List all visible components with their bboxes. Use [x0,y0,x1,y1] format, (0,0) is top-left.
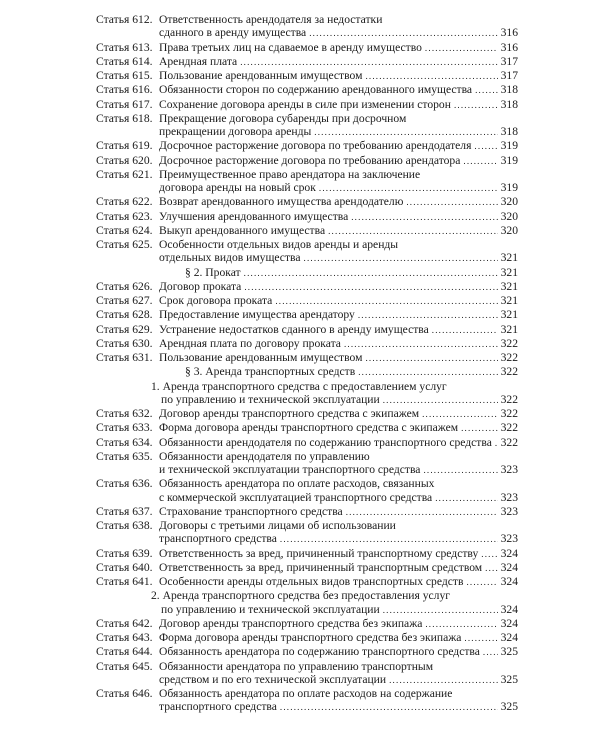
page-number: 323 [500,463,518,476]
dot-leader [464,632,498,645]
page-number: 321 [500,322,518,336]
article-label [96,687,153,700]
dot-leader [344,338,498,351]
toc-entry-article [96,294,518,308]
entry-title-line: Обязанности сторон по содержанию арендованного имущества [159,83,473,97]
page-number: 318 [500,83,518,97]
article-number: 636. [132,477,153,491]
entry-title-line: 2. Аренда транспортного средства без предоставления услуг [151,589,451,603]
entry-title-line: Устранение недостатков сданного в аренду имущества [159,322,429,336]
toc-entry-article [96,575,518,589]
dot-leader [475,84,498,97]
toc-entry-article [96,168,518,196]
toc-entry-section [96,266,518,280]
article-number: 629. [132,322,153,336]
page-number: 319 [500,153,518,167]
toc-entry-article [96,112,518,140]
page-number: 324 [500,546,518,560]
page-number: 317 [500,69,518,82]
toc-entry-article [96,69,518,83]
article-number: 626. [132,279,153,293]
article-label [96,631,153,644]
article-prefix: Статья [96,69,130,82]
article-prefix: Статья [96,421,130,435]
dot-leader [358,366,498,379]
article-label [96,294,153,307]
page-number: 320 [500,223,518,237]
dot-leader [304,252,499,265]
dot-leader [358,309,498,322]
article-number: 640. [132,560,153,574]
entry-title-line: Предоставление имущества арендатору [159,308,355,322]
article-prefix: Статья [96,40,130,54]
toc-entry-article [96,477,518,505]
article-prefix: Статья [96,407,130,420]
article-number: 643. [132,631,153,644]
article-number: 627. [132,294,153,307]
article-number: 634. [132,435,153,449]
article-number: 637. [132,504,153,518]
page-number: 322 [500,351,518,364]
entry-title-line: Обязанности арендодателя по управлению [159,449,370,463]
article-number: 638. [132,519,153,532]
article-label [96,660,153,673]
article-label [96,154,153,167]
dot-leader [240,56,498,69]
toc-entry-article [96,41,518,55]
article-label [96,98,153,111]
dot-leader [425,42,498,55]
entry-title-line: Выкуп арендованного имущества [159,223,326,237]
toc-entry-article [96,660,518,688]
entry-title-line: Форма договора аренды транспортного средства с экипажем [159,421,459,435]
article-prefix: Статья [96,97,130,111]
article-number: 614. [132,54,153,68]
article-number: 632. [132,407,153,420]
article-label [96,617,153,630]
article-prefix: Статья [96,83,130,97]
entry-title-line: Договор аренды транспортного средства с экипажем [159,407,420,420]
article-label [96,13,153,26]
page-number: 324 [500,560,518,574]
dot-leader [422,408,498,421]
page-number: 316 [500,26,518,40]
article-prefix: Статья [96,477,130,491]
dot-leader [280,533,498,546]
toc-entry-article [96,436,518,450]
entry-title-line: Обязанность арендатора по оплате расходов, связанных [159,477,435,491]
article-prefix: Статья [96,153,130,167]
dot-leader [432,324,498,337]
dot-leader [481,548,498,561]
toc-entry-article [96,224,518,238]
dot-leader [244,281,498,294]
page-number: 323 [500,504,518,518]
toc-entry-article [96,139,518,153]
page-number: 323 [500,490,518,504]
article-label [96,547,153,560]
entry-title-line: Особенности аренды отдельных видов транспортных средств [159,575,464,588]
dot-leader [461,422,498,435]
article-prefix: Статья [96,631,130,644]
page-number: 321 [500,279,518,293]
toc-entry-article [96,308,518,322]
dot-leader [495,437,498,450]
page-number: 321 [500,294,518,307]
toc-entry-article [96,617,518,631]
article-label [96,55,153,68]
article-number: 622. [132,195,153,209]
article-prefix: Статья [96,209,130,223]
page-number: 325 [500,645,518,659]
article-prefix: Статья [96,308,130,322]
dot-leader [483,646,498,659]
entry-title-line: Обязанности арендатора по управлению транспортным [159,659,434,673]
article-prefix: Статья [96,575,130,588]
article-label [96,645,153,658]
article-number: 619. [132,139,153,153]
dot-leader [383,604,498,617]
article-number: 645. [132,659,153,673]
article-label [96,224,153,237]
entry-title-line: Права третьих лиц на сдаваемое в аренду имущество [159,40,422,54]
article-label [96,450,153,463]
article-number: 618. [132,111,153,125]
article-prefix: Статья [96,111,130,125]
dot-leader [423,464,498,477]
toc-entry-article [96,645,518,659]
article-number: 624. [132,223,153,237]
page-number: 320 [500,209,518,223]
toc-entry-article [96,631,518,645]
article-number: 616. [132,83,153,97]
toc-entry-subsection [96,380,518,408]
entry-title-line: и технической эксплуатации транспортного средства [159,463,421,476]
entry-title-line: Пользование арендованным имуществом [159,69,363,82]
entry-title-line: прекращении договора аренды [159,125,312,138]
toc-entry-article [96,83,518,97]
article-number: 630. [132,336,153,350]
entry-title-line: отдельных видов имущества [159,251,301,265]
article-number: 625. [132,238,153,251]
dot-leader [389,674,498,687]
table-of-contents [96,13,518,715]
entry-title-line: Обязанность арендатора по оплате расходов на содержание [159,687,453,700]
dot-leader [454,99,498,112]
article-prefix: Статья [96,546,130,560]
entry-title-line: Возврат арендованного имущества арендодателю [159,195,404,209]
toc-entry-article [96,407,518,421]
article-label [96,210,153,223]
page-number: 316 [500,40,518,54]
entry-title-line: 1. Аренда транспортного средства с предоставлением услуг [151,379,447,393]
article-prefix: Статья [96,279,130,293]
toc-entry-article [96,547,518,561]
dot-leader [328,225,498,238]
article-label [96,477,153,490]
dot-leader [309,27,498,40]
entry-title-line: Улучшения арендованного имущества [159,209,349,223]
dot-leader [319,182,498,195]
dot-leader [346,506,498,519]
page-number: 321 [500,265,518,279]
entry-title-line: транспортного средства [159,532,277,546]
article-label [96,519,153,532]
article-label [96,195,153,208]
article-number: 620. [132,153,153,167]
dot-leader [463,155,498,168]
toc-entry-article [96,98,518,112]
page-number: 320 [500,195,518,209]
dot-leader [365,70,498,83]
page-number: 324 [500,616,518,630]
page-number: 317 [500,54,518,68]
article-prefix: Статья [96,504,130,518]
article-number: 633. [132,421,153,435]
article-number: 623. [132,209,153,223]
page-number: 318 [500,125,518,138]
article-prefix: Статья [96,687,130,700]
article-label [96,238,153,251]
entry-title-line: транспортного средства [159,700,277,714]
toc-entry-article [96,55,518,69]
article-number: 617. [132,97,153,111]
article-label [96,69,153,82]
entry-title-line: Арендная плата [159,54,238,68]
article-prefix: Статья [96,616,130,630]
article-prefix: Статья [96,449,130,463]
entry-title-line: § 3. Аренда транспортных средств [185,365,356,379]
article-label [96,337,153,350]
article-label [96,436,153,449]
article-prefix: Статья [96,167,130,181]
page-number: 322 [500,336,518,350]
article-prefix: Статья [96,351,130,364]
toc-entry-section [96,365,518,379]
article-prefix: Статья [96,519,130,532]
article-label [96,421,153,434]
entry-title-line: Досрочное расторжение договора по требованию арендатора [159,153,461,167]
page-number: 322 [500,392,518,406]
article-number: 642. [132,616,153,630]
entry-title-line: Особенности отдельных видов аренды и аренды [159,238,399,251]
article-label [96,112,153,125]
page-number: 321 [500,308,518,322]
article-number: 628. [132,308,153,322]
article-number: 631. [132,351,153,364]
dot-leader [365,352,498,365]
entry-title-line: Форма договора аренды транспортного средства без экипажа [159,631,462,644]
toc-entry-article [96,154,518,168]
toc-entry-article [96,687,518,715]
toc-entry-article [96,337,518,351]
toc-entry-subsection [96,589,518,617]
toc-entry-article [96,450,518,478]
dot-leader [351,211,498,224]
article-label [96,139,153,152]
entry-title-line: по управлению и технической эксплуатации [161,392,380,406]
entry-title-line: Сохранение договора аренды в силе при изменении сторон [159,97,451,111]
dot-leader [425,618,498,631]
page-number: 322 [500,421,518,435]
toc-entry-article [96,351,518,365]
dot-leader [474,140,498,153]
page-number: 323 [500,532,518,546]
entry-title-line: Срок договора проката [159,294,273,307]
entry-title-line: средством и по его технической эксплуатации [159,672,387,686]
entry-title-line: Арендная плата по договору проката [159,336,341,350]
toc-entry-article [96,421,518,435]
entry-title-line: с коммерческой эксплуатацией транспортного средства [159,490,433,504]
article-label [96,280,153,293]
article-label [96,351,153,364]
article-label [96,505,153,518]
entry-title-line: Прекращение договора субаренды при досрочном [159,111,407,125]
entry-title-line: сданного в аренду имущества [159,26,307,40]
toc-entry-article [96,505,518,519]
page-number: 324 [500,602,518,616]
article-prefix: Статья [96,645,130,659]
toc-entry-article [96,323,518,337]
article-number: 641. [132,575,153,588]
article-number: 635. [132,449,153,463]
article-label [96,323,153,336]
toc-entry-article [96,210,518,224]
article-number: 612. [132,13,153,26]
article-prefix: Статья [96,336,130,350]
article-label [96,407,153,420]
article-number: 613. [132,40,153,54]
article-prefix: Статья [96,322,130,336]
entry-title-line: Ответственность арендодателя за недостатки [159,13,383,26]
article-label [96,83,153,96]
article-number: 621. [132,167,153,181]
entry-title-line: Страхование транспортного средства [159,504,343,518]
dot-leader [383,394,498,407]
toc-entry-article [96,280,518,294]
entry-title-line: Договор проката [159,279,242,293]
article-prefix: Статья [96,238,130,251]
article-prefix: Статья [96,13,130,26]
article-label [96,575,153,588]
entry-title-line: Ответственность за вред, причиненный транспортному средству [159,546,479,560]
entry-title-line: Досрочное расторжение договора по требованию арендодателя [159,139,472,153]
page-number: 324 [500,575,518,588]
article-number: 644. [132,645,153,659]
dot-leader [485,562,498,575]
dot-leader [435,492,498,505]
dot-leader [244,267,498,280]
toc-entry-article [96,13,518,41]
entry-title-line: Договоры с третьими лицами об использовании [159,519,396,532]
toc-entry-article [96,561,518,575]
article-prefix: Статья [96,294,130,307]
toc-entry-article [96,195,518,209]
article-prefix: Статья [96,223,130,237]
page-number: 322 [500,435,518,449]
toc-entry-article [96,238,518,266]
page-number: 325 [500,672,518,686]
dot-leader [280,701,498,714]
entry-title-line: Преимущественное право арендатора на заключение [159,167,421,181]
entry-title-line: Ответственность за вред, причиненный транспортным средством [159,560,483,574]
page-number: 321 [500,251,518,265]
page-number: 319 [500,139,518,153]
dot-leader [406,196,498,209]
entry-title-line: договора аренды на новый срок [159,181,316,194]
article-prefix: Статья [96,560,130,574]
dot-leader [275,295,498,308]
page-number: 322 [500,365,518,379]
article-prefix: Статья [96,659,130,673]
entry-title-line: Пользование арендованным имуществом [159,351,363,364]
dot-leader [466,576,498,589]
article-number: 615. [132,69,153,82]
article-label [96,168,153,181]
page-number: 318 [500,97,518,111]
entry-title-line: Договор аренды транспортного средства без экипажа [159,616,423,630]
article-prefix: Статья [96,195,130,209]
article-number: 639. [132,546,153,560]
entry-title-line: § 2. Прокат [185,265,241,279]
page-number: 324 [500,631,518,644]
entry-title-line: Обязанности арендодателя по содержанию транспортного средства [159,435,492,449]
article-label [96,561,153,574]
article-label [96,308,153,321]
article-prefix: Статья [96,139,130,153]
toc-entry-article [96,519,518,547]
article-prefix: Статья [96,54,130,68]
dot-leader [314,126,498,139]
entry-title-line: Обязанность арендатора по содержанию транспортного средства [159,645,480,659]
page-number: 325 [500,700,518,714]
article-label [96,41,153,54]
article-prefix: Статья [96,435,130,449]
article-number: 646. [132,687,153,700]
page-number: 319 [500,181,518,194]
page-number: 322 [500,407,518,420]
entry-title-line: по управлению и технической эксплуатации [161,602,380,616]
